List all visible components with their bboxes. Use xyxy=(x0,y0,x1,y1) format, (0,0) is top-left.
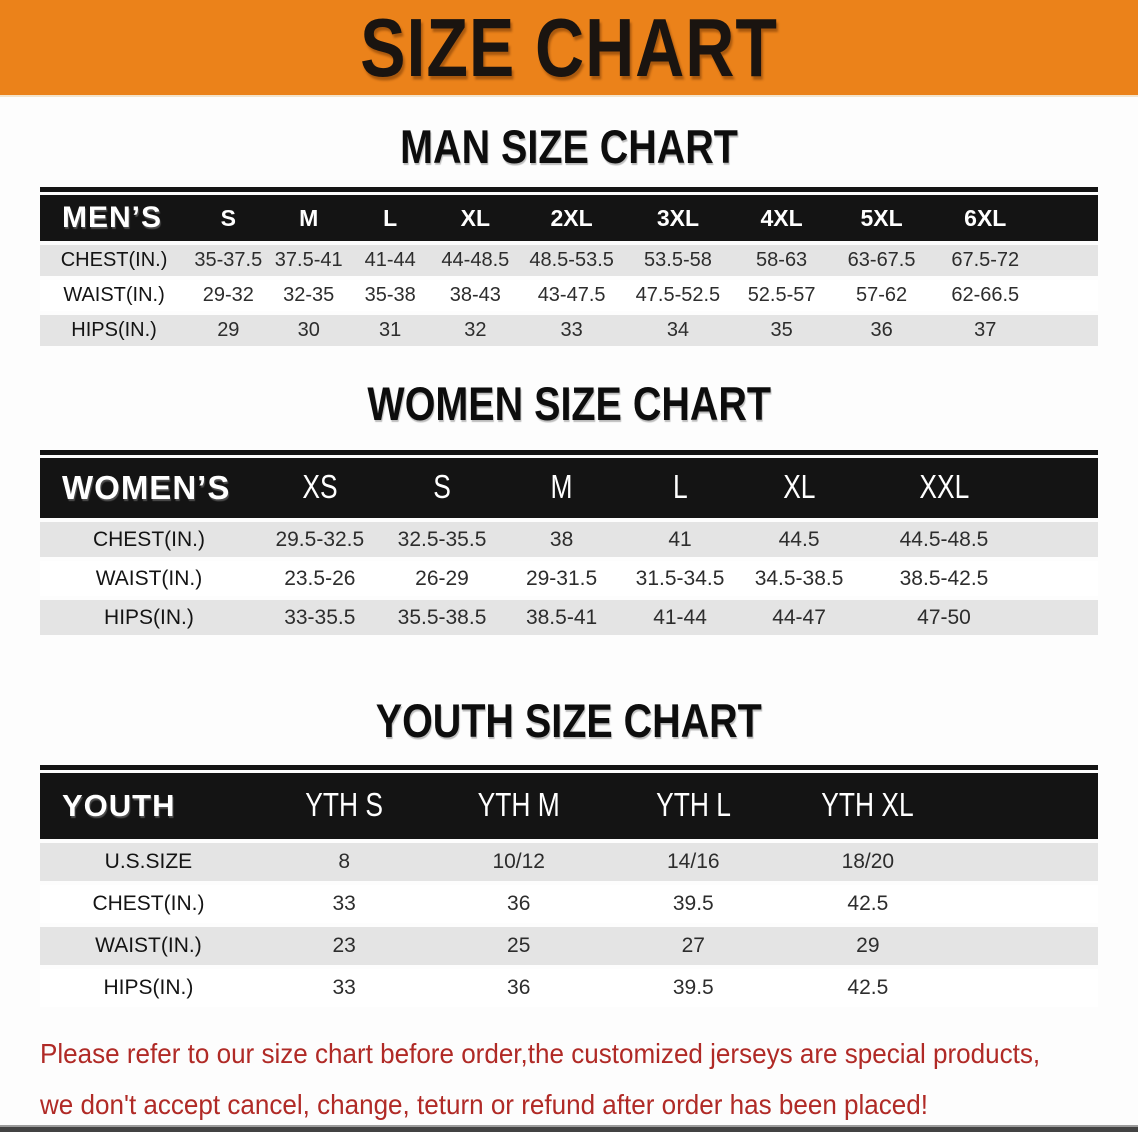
size-column-header-text: M xyxy=(299,204,319,231)
footer-note-line2-text: we don't accept cancel, change, teturn or refund after order has been placed! xyxy=(40,1089,929,1120)
measurement-value: 53.5-58 xyxy=(644,249,712,271)
footer-note-line1-text: Please refer to our size chart before order,the customized jerseys are special products, xyxy=(40,1038,1041,1069)
measurement-value: 44-48.5 xyxy=(441,249,510,271)
spacer-cell xyxy=(1039,245,1098,276)
measurement-value: 41 xyxy=(668,527,692,551)
spacer-cell xyxy=(1029,522,1098,557)
measurement-row xyxy=(40,245,1098,276)
measurement-value: 30 xyxy=(297,319,320,341)
measurement-row xyxy=(40,927,1098,965)
measurement-value: 26-29 xyxy=(415,566,469,590)
measurement-row xyxy=(40,843,1098,881)
measurement-value: 37 xyxy=(974,319,997,341)
size-column-header-text: XL xyxy=(460,204,491,231)
measurement-value: 29.5-32.5 xyxy=(275,527,365,551)
spacer-cell xyxy=(1029,561,1098,596)
spacer-cell xyxy=(1039,280,1098,311)
size-column-header xyxy=(739,458,859,518)
measurement-value: 35 xyxy=(770,319,793,341)
measurement-value: 37.5-41 xyxy=(274,249,343,271)
measurement-value: 38.5-42.5 xyxy=(899,566,989,590)
measurement-value: 42.5 xyxy=(847,976,889,999)
measurement-value: 58-63 xyxy=(756,249,808,271)
measurement-row-label: WAIST(IN.) xyxy=(95,934,202,957)
size-column-header xyxy=(519,195,624,241)
measurement-value: 38.5-41 xyxy=(525,605,598,629)
measurement-row xyxy=(40,315,1098,346)
size-column-header-text: XXL xyxy=(919,468,969,506)
size-column-header xyxy=(502,458,620,518)
size-column-header xyxy=(258,458,382,518)
measurement-row xyxy=(40,561,1098,596)
measurement-value: 42.5 xyxy=(847,892,889,915)
measurement-value: 32.5-35.5 xyxy=(397,527,487,551)
women-size-table xyxy=(40,450,1098,639)
measurement-value: 57-62 xyxy=(856,284,908,306)
measurement-row-label: HIPS(IN.) xyxy=(103,976,194,999)
spacer-cell xyxy=(955,843,1098,881)
size-column-header-text: 3XL xyxy=(656,204,700,231)
measurement-row xyxy=(40,280,1098,311)
women-chart-heading-text: WOMEN SIZE CHART xyxy=(367,377,771,430)
measurement-value: 38-43 xyxy=(449,284,501,306)
measurement-value: 36 xyxy=(507,892,531,915)
measurement-value: 32 xyxy=(464,319,487,341)
size-column-header-text: M xyxy=(550,468,573,506)
measurement-value: 35-38 xyxy=(364,284,416,306)
size-column-header xyxy=(431,195,519,241)
size-column-header xyxy=(188,195,268,241)
measurement-value: 33 xyxy=(332,976,356,999)
spacer-cell xyxy=(955,927,1098,965)
size-table xyxy=(40,191,1098,350)
measurement-row xyxy=(40,969,1098,1007)
youth-size-table xyxy=(40,765,1098,1011)
measurement-row-label: HIPS(IN.) xyxy=(104,605,194,629)
spacer-cell xyxy=(1029,458,1098,518)
size-column-header xyxy=(606,773,781,839)
measurement-value: 35.5-38.5 xyxy=(397,605,487,629)
size-column-header xyxy=(349,195,432,241)
size-column-header-text: 2XL xyxy=(550,204,593,231)
measurement-value: 33-35.5 xyxy=(284,605,356,629)
table-group-label: WOMEN’S xyxy=(62,469,231,506)
size-column-header xyxy=(624,195,732,241)
spacer-cell xyxy=(1029,600,1098,635)
size-column-header-text: L xyxy=(672,468,688,506)
measurement-value: 41-44 xyxy=(653,605,707,629)
men-chart-heading-text: MAN SIZE CHART xyxy=(400,120,738,173)
men-size-table xyxy=(40,187,1098,350)
spacer-cell xyxy=(955,969,1098,1007)
measurement-value: 34 xyxy=(666,319,690,341)
measurement-value: 48.5-53.5 xyxy=(529,249,614,271)
size-column-header xyxy=(859,458,1029,518)
measurement-value: 8 xyxy=(338,850,350,873)
measurement-value: 36 xyxy=(870,319,893,341)
size-column-header-text: XL xyxy=(782,468,816,506)
footer-note-line xyxy=(40,1031,1138,1082)
size-column-header xyxy=(621,458,739,518)
measurement-row-label: WAIST(IN.) xyxy=(95,566,203,590)
measurement-value: 34.5-38.5 xyxy=(754,566,844,590)
measurement-value: 36 xyxy=(507,976,531,999)
spacer-cell xyxy=(955,885,1098,923)
spacer-cell xyxy=(1039,315,1098,346)
measurement-value: 44.5-48.5 xyxy=(899,527,989,551)
measurement-row-label: CHEST(IN.) xyxy=(92,527,205,551)
measurement-value: 23.5-26 xyxy=(284,566,356,590)
table-group-label: YOUTH xyxy=(62,788,176,823)
measurement-value: 43-47.5 xyxy=(537,284,606,306)
size-column-header xyxy=(781,773,956,839)
measurement-value: 31 xyxy=(379,319,402,341)
youth-chart-heading xyxy=(0,694,1138,747)
measurement-value: 47.5-52.5 xyxy=(635,284,721,306)
measurement-value: 18/20 xyxy=(841,850,895,873)
measurement-value: 47-50 xyxy=(917,605,971,629)
size-column-header xyxy=(732,195,831,241)
measurement-value: 25 xyxy=(507,934,531,957)
size-column-header-text: 5XL xyxy=(860,204,903,231)
measurement-value: 35-37.5 xyxy=(194,249,263,271)
size-column-header-text: YTH S xyxy=(305,786,384,824)
measurement-value: 52.5-57 xyxy=(747,284,816,306)
measurement-value: 62-66.5 xyxy=(951,284,1020,306)
measurement-value: 14/16 xyxy=(667,850,720,873)
banner xyxy=(0,0,1138,97)
men-chart-heading xyxy=(0,120,1138,173)
bottom-edge-bar xyxy=(0,1125,1138,1132)
measurement-row-label: WAIST(IN.) xyxy=(63,284,165,306)
measurement-row xyxy=(40,600,1098,635)
size-column-header-text: XS xyxy=(302,468,338,506)
measurement-value: 44.5 xyxy=(778,527,820,551)
measurement-value: 67.5-72 xyxy=(951,249,1020,271)
measurement-value: 29-31.5 xyxy=(525,566,598,590)
measurement-row-label: CHEST(IN.) xyxy=(60,249,168,271)
size-column-header-text: L xyxy=(383,204,398,231)
measurement-value: 33 xyxy=(560,319,583,341)
spacer-cell xyxy=(1039,195,1098,241)
size-column-header-text: 4XL xyxy=(760,204,803,231)
measurement-value: 29 xyxy=(217,319,240,341)
size-column-header-text: YTH L xyxy=(655,786,731,824)
banner-title: SIZE CHART xyxy=(360,1,778,94)
measurement-value: 10/12 xyxy=(492,850,545,873)
measurement-value: 32-35 xyxy=(283,284,335,306)
size-column-header xyxy=(257,773,432,839)
size-column-header xyxy=(932,195,1039,241)
size-column-header-text: YTH XL xyxy=(821,786,915,824)
size-column-header xyxy=(269,195,349,241)
size-column-header xyxy=(382,458,503,518)
table-group-label: MEN’S xyxy=(62,201,163,234)
spacer-cell xyxy=(955,773,1098,839)
measurement-row xyxy=(40,522,1098,557)
table-header-row xyxy=(40,773,1098,839)
measurement-value: 23 xyxy=(332,934,356,957)
measurement-value: 41-44 xyxy=(364,249,416,271)
size-table xyxy=(40,454,1098,639)
footer-note xyxy=(40,1031,1138,1132)
size-table xyxy=(40,769,1098,1011)
measurement-value: 29 xyxy=(856,934,880,957)
size-column-header xyxy=(431,773,606,839)
size-column-header xyxy=(831,195,932,241)
measurement-value: 38 xyxy=(549,527,574,551)
measurement-value: 39.5 xyxy=(672,976,714,999)
measurement-value: 63-67.5 xyxy=(847,249,916,271)
measurement-value: 31.5-34.5 xyxy=(635,566,725,590)
measurement-value: 44-47 xyxy=(772,605,826,629)
measurement-value: 29-32 xyxy=(202,284,254,306)
size-column-header-text: S xyxy=(220,204,236,231)
size-column-header-text: 6XL xyxy=(964,204,1007,231)
measurement-row-label: HIPS(IN.) xyxy=(71,319,157,341)
measurement-row xyxy=(40,885,1098,923)
youth-chart-heading-text: YOUTH SIZE CHART xyxy=(375,694,763,747)
measurement-row-label: CHEST(IN.) xyxy=(92,892,205,915)
table-header-row xyxy=(40,458,1098,518)
measurement-value: 27 xyxy=(681,934,705,957)
women-chart-heading xyxy=(0,377,1138,430)
measurement-row-label: U.S.SIZE xyxy=(104,850,193,873)
size-column-header-text: S xyxy=(433,468,451,506)
table-header-row xyxy=(40,195,1098,241)
measurement-value: 33 xyxy=(332,892,356,915)
measurement-value: 39.5 xyxy=(672,892,714,915)
size-column-header-text: YTH M xyxy=(477,786,560,824)
